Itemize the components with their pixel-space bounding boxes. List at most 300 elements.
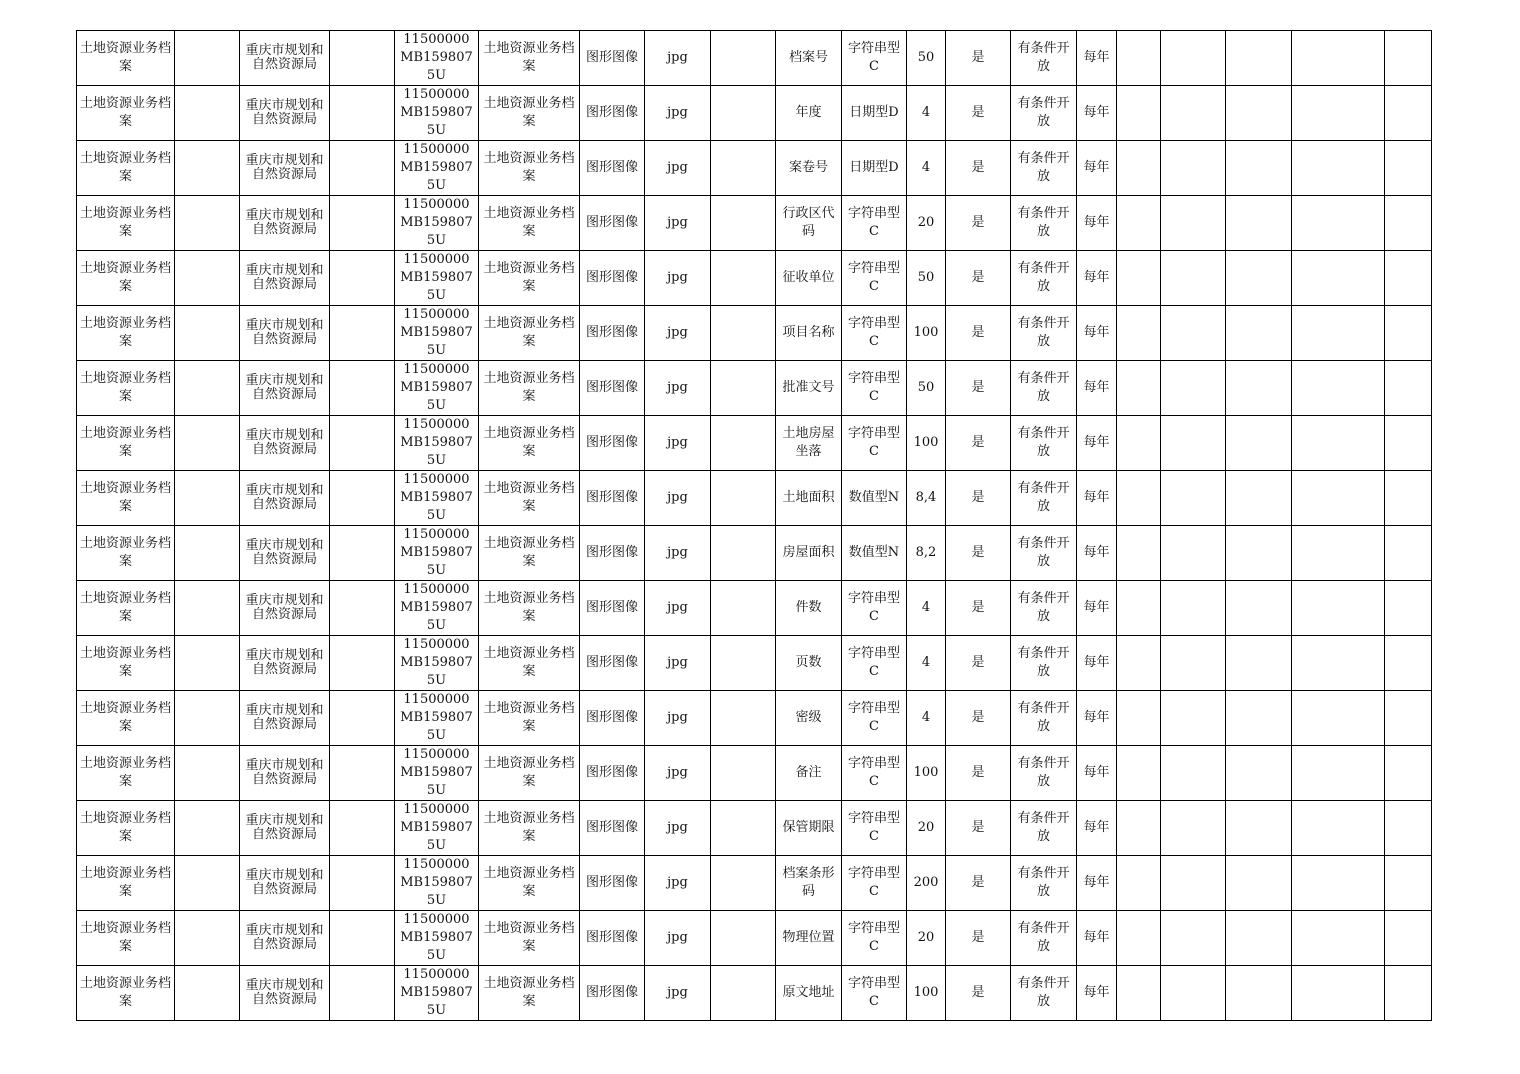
data-type-cell: 数值型N	[842, 526, 907, 581]
share-condition-cell: 有条件开放	[1011, 526, 1077, 581]
table-row	[77, 196, 1432, 251]
department-cell: 重庆市规划和自然资源局	[240, 86, 330, 141]
media-type-cell: 图形图像	[580, 856, 645, 911]
empty-cell	[330, 471, 395, 526]
field-name-cell: 年度	[776, 86, 842, 141]
empty-cell	[175, 746, 240, 801]
code-cell: 11500000MB1598075U	[395, 141, 479, 196]
length-cell: 100	[907, 416, 946, 471]
length-cell: 8,4	[907, 471, 946, 526]
empty-cell	[330, 306, 395, 361]
category-cell: 土地资源业务档案	[77, 581, 175, 636]
empty-cell	[1385, 636, 1432, 691]
resource-name-cell: 土地资源业务档案	[479, 141, 580, 196]
empty-cell	[1117, 86, 1161, 141]
empty-cell	[330, 141, 395, 196]
code-cell: 11500000MB1598075U	[395, 856, 479, 911]
category-cell: 土地资源业务档案	[77, 141, 175, 196]
required-cell: 是	[946, 911, 1011, 966]
resource-name-cell: 土地资源业务档案	[479, 471, 580, 526]
category-cell: 土地资源业务档案	[77, 856, 175, 911]
empty-cell	[1161, 31, 1226, 86]
code-cell: 11500000MB1598075U	[395, 526, 479, 581]
empty-cell	[175, 691, 240, 746]
format-cell: jpg	[645, 966, 711, 1021]
empty-cell	[330, 86, 395, 141]
department-cell: 重庆市规划和自然资源局	[240, 526, 330, 581]
empty-cell	[1385, 911, 1432, 966]
empty-cell	[1117, 361, 1161, 416]
empty-cell	[1292, 31, 1385, 86]
department-cell: 重庆市规划和自然资源局	[240, 966, 330, 1021]
empty-cell	[1226, 361, 1292, 416]
empty-cell	[1292, 251, 1385, 306]
data-type-cell: 字符串型C	[842, 581, 907, 636]
required-cell: 是	[946, 691, 1011, 746]
empty-cell	[330, 31, 395, 86]
empty-cell	[1226, 471, 1292, 526]
resource-name-cell: 土地资源业务档案	[479, 251, 580, 306]
required-cell: 是	[946, 526, 1011, 581]
empty-cell	[1117, 856, 1161, 911]
table-row	[77, 856, 1432, 911]
category-cell: 土地资源业务档案	[77, 691, 175, 746]
empty-cell	[1117, 196, 1161, 251]
resource-name-cell: 土地资源业务档案	[479, 306, 580, 361]
required-cell: 是	[946, 636, 1011, 691]
update-frequency-cell: 每年	[1077, 416, 1117, 471]
media-type-cell: 图形图像	[580, 966, 645, 1021]
resource-name-cell: 土地资源业务档案	[479, 526, 580, 581]
empty-cell	[1292, 856, 1385, 911]
empty-cell	[1117, 471, 1161, 526]
share-condition-cell: 有条件开放	[1011, 801, 1077, 856]
empty-cell	[330, 966, 395, 1021]
data-type-cell: 字符串型C	[842, 636, 907, 691]
media-type-cell: 图形图像	[580, 141, 645, 196]
empty-cell	[1117, 801, 1161, 856]
category-cell: 土地资源业务档案	[77, 416, 175, 471]
resource-name-cell: 土地资源业务档案	[479, 636, 580, 691]
empty-cell	[1226, 856, 1292, 911]
format-cell: jpg	[645, 86, 711, 141]
field-name-cell: 批准文号	[776, 361, 842, 416]
resource-name-cell: 土地资源业务档案	[479, 801, 580, 856]
empty-cell	[330, 856, 395, 911]
empty-cell	[1161, 141, 1226, 196]
data-type-cell: 字符串型C	[842, 911, 907, 966]
department-cell: 重庆市规划和自然资源局	[240, 636, 330, 691]
empty-cell	[711, 691, 776, 746]
table-row	[77, 306, 1432, 361]
empty-cell	[1385, 746, 1432, 801]
category-cell: 土地资源业务档案	[77, 86, 175, 141]
code-cell: 11500000MB1598075U	[395, 691, 479, 746]
empty-cell	[1117, 141, 1161, 196]
table-row	[77, 746, 1432, 801]
length-cell: 50	[907, 361, 946, 416]
empty-cell	[711, 526, 776, 581]
media-type-cell: 图形图像	[580, 911, 645, 966]
field-name-cell: 土地房屋坐落	[776, 416, 842, 471]
empty-cell	[1226, 141, 1292, 196]
empty-cell	[711, 966, 776, 1021]
share-condition-cell: 有条件开放	[1011, 251, 1077, 306]
department-cell: 重庆市规划和自然资源局	[240, 416, 330, 471]
update-frequency-cell: 每年	[1077, 361, 1117, 416]
required-cell: 是	[946, 361, 1011, 416]
empty-cell	[330, 801, 395, 856]
resource-name-cell: 土地资源业务档案	[479, 31, 580, 86]
empty-cell	[711, 31, 776, 86]
empty-cell	[330, 416, 395, 471]
empty-cell	[1385, 141, 1432, 196]
format-cell: jpg	[645, 911, 711, 966]
required-cell: 是	[946, 141, 1011, 196]
empty-cell	[175, 911, 240, 966]
length-cell: 100	[907, 746, 946, 801]
code-cell: 11500000MB1598075U	[395, 746, 479, 801]
table-row	[77, 911, 1432, 966]
category-cell: 土地资源业务档案	[77, 306, 175, 361]
media-type-cell: 图形图像	[580, 471, 645, 526]
data-type-cell: 字符串型C	[842, 306, 907, 361]
department-cell: 重庆市规划和自然资源局	[240, 746, 330, 801]
empty-cell	[1385, 31, 1432, 86]
empty-cell	[1117, 416, 1161, 471]
table-row	[77, 966, 1432, 1021]
length-cell: 4	[907, 636, 946, 691]
empty-cell	[1385, 526, 1432, 581]
field-name-cell: 档案号	[776, 31, 842, 86]
department-cell: 重庆市规划和自然资源局	[240, 251, 330, 306]
format-cell: jpg	[645, 636, 711, 691]
empty-cell	[175, 86, 240, 141]
empty-cell	[175, 31, 240, 86]
empty-cell	[711, 416, 776, 471]
length-cell: 20	[907, 911, 946, 966]
department-cell: 重庆市规划和自然资源局	[240, 141, 330, 196]
empty-cell	[711, 141, 776, 196]
empty-cell	[175, 251, 240, 306]
length-cell: 4	[907, 86, 946, 141]
empty-cell	[1385, 966, 1432, 1021]
empty-cell	[1117, 636, 1161, 691]
empty-cell	[1385, 306, 1432, 361]
empty-cell	[330, 526, 395, 581]
empty-cell	[711, 801, 776, 856]
empty-cell	[1161, 306, 1226, 361]
table-row	[77, 471, 1432, 526]
resource-name-cell: 土地资源业务档案	[479, 361, 580, 416]
format-cell: jpg	[645, 856, 711, 911]
format-cell: jpg	[645, 361, 711, 416]
resource-name-cell: 土地资源业务档案	[479, 966, 580, 1021]
empty-cell	[1226, 746, 1292, 801]
format-cell: jpg	[645, 141, 711, 196]
field-name-cell: 档案条形码	[776, 856, 842, 911]
data-type-cell: 字符串型C	[842, 196, 907, 251]
empty-cell	[1292, 911, 1385, 966]
code-cell: 11500000MB1598075U	[395, 416, 479, 471]
empty-cell	[1226, 86, 1292, 141]
empty-cell	[330, 691, 395, 746]
share-condition-cell: 有条件开放	[1011, 361, 1077, 416]
empty-cell	[1161, 636, 1226, 691]
empty-cell	[1292, 471, 1385, 526]
empty-cell	[1292, 966, 1385, 1021]
empty-cell	[1385, 86, 1432, 141]
code-cell: 11500000MB1598075U	[395, 801, 479, 856]
empty-cell	[1161, 966, 1226, 1021]
empty-cell	[1292, 746, 1385, 801]
empty-cell	[175, 196, 240, 251]
media-type-cell: 图形图像	[580, 581, 645, 636]
update-frequency-cell: 每年	[1077, 966, 1117, 1021]
share-condition-cell: 有条件开放	[1011, 746, 1077, 801]
empty-cell	[175, 856, 240, 911]
empty-cell	[1117, 911, 1161, 966]
empty-cell	[175, 801, 240, 856]
category-cell: 土地资源业务档案	[77, 31, 175, 86]
category-cell: 土地资源业务档案	[77, 471, 175, 526]
empty-cell	[1385, 416, 1432, 471]
required-cell: 是	[946, 966, 1011, 1021]
category-cell: 土地资源业务档案	[77, 196, 175, 251]
empty-cell	[1161, 691, 1226, 746]
empty-cell	[711, 471, 776, 526]
empty-cell	[1292, 526, 1385, 581]
empty-cell	[711, 306, 776, 361]
data-type-cell: 字符串型C	[842, 31, 907, 86]
empty-cell	[1292, 196, 1385, 251]
field-name-cell: 密级	[776, 691, 842, 746]
field-name-cell: 原文地址	[776, 966, 842, 1021]
update-frequency-cell: 每年	[1077, 801, 1117, 856]
update-frequency-cell: 每年	[1077, 526, 1117, 581]
department-cell: 重庆市规划和自然资源局	[240, 196, 330, 251]
required-cell: 是	[946, 251, 1011, 306]
empty-cell	[1161, 911, 1226, 966]
update-frequency-cell: 每年	[1077, 581, 1117, 636]
media-type-cell: 图形图像	[580, 526, 645, 581]
empty-cell	[1226, 416, 1292, 471]
empty-cell	[330, 361, 395, 416]
media-type-cell: 图形图像	[580, 31, 645, 86]
required-cell: 是	[946, 86, 1011, 141]
category-cell: 土地资源业务档案	[77, 966, 175, 1021]
empty-cell	[1161, 801, 1226, 856]
share-condition-cell: 有条件开放	[1011, 691, 1077, 746]
length-cell: 8,2	[907, 526, 946, 581]
empty-cell	[1226, 636, 1292, 691]
empty-cell	[330, 636, 395, 691]
empty-cell	[330, 196, 395, 251]
empty-cell	[1292, 306, 1385, 361]
empty-cell	[1117, 251, 1161, 306]
format-cell: jpg	[645, 306, 711, 361]
table-row	[77, 526, 1432, 581]
share-condition-cell: 有条件开放	[1011, 471, 1077, 526]
resource-name-cell: 土地资源业务档案	[479, 581, 580, 636]
data-type-cell: 字符串型C	[842, 746, 907, 801]
category-cell: 土地资源业务档案	[77, 746, 175, 801]
empty-cell	[1117, 746, 1161, 801]
data-type-cell: 字符串型C	[842, 856, 907, 911]
category-cell: 土地资源业务档案	[77, 636, 175, 691]
empty-cell	[1292, 86, 1385, 141]
category-cell: 土地资源业务档案	[77, 251, 175, 306]
empty-cell	[711, 251, 776, 306]
length-cell: 20	[907, 801, 946, 856]
resource-name-cell: 土地资源业务档案	[479, 86, 580, 141]
empty-cell	[1226, 31, 1292, 86]
table-row	[77, 416, 1432, 471]
department-cell: 重庆市规划和自然资源局	[240, 801, 330, 856]
resource-name-cell: 土地资源业务档案	[479, 196, 580, 251]
category-cell: 土地资源业务档案	[77, 361, 175, 416]
update-frequency-cell: 每年	[1077, 31, 1117, 86]
empty-cell	[1226, 911, 1292, 966]
department-cell: 重庆市规划和自然资源局	[240, 581, 330, 636]
empty-cell	[175, 416, 240, 471]
empty-cell	[1292, 636, 1385, 691]
required-cell: 是	[946, 471, 1011, 526]
resource-name-cell: 土地资源业务档案	[479, 416, 580, 471]
length-cell: 50	[907, 31, 946, 86]
code-cell: 11500000MB1598075U	[395, 636, 479, 691]
resource-name-cell: 土地资源业务档案	[479, 746, 580, 801]
update-frequency-cell: 每年	[1077, 196, 1117, 251]
department-cell: 重庆市规划和自然资源局	[240, 471, 330, 526]
length-cell: 4	[907, 141, 946, 196]
share-condition-cell: 有条件开放	[1011, 141, 1077, 196]
empty-cell	[1385, 251, 1432, 306]
field-name-cell: 物理位置	[776, 911, 842, 966]
required-cell: 是	[946, 801, 1011, 856]
empty-cell	[1385, 581, 1432, 636]
empty-cell	[330, 746, 395, 801]
empty-cell	[175, 141, 240, 196]
share-condition-cell: 有条件开放	[1011, 306, 1077, 361]
field-name-cell: 案卷号	[776, 141, 842, 196]
empty-cell	[1226, 526, 1292, 581]
empty-cell	[1385, 691, 1432, 746]
share-condition-cell: 有条件开放	[1011, 856, 1077, 911]
media-type-cell: 图形图像	[580, 416, 645, 471]
field-name-cell: 件数	[776, 581, 842, 636]
empty-cell	[1226, 196, 1292, 251]
empty-cell	[175, 581, 240, 636]
update-frequency-cell: 每年	[1077, 471, 1117, 526]
field-name-cell: 保管期限	[776, 801, 842, 856]
empty-cell	[711, 581, 776, 636]
field-name-cell: 备注	[776, 746, 842, 801]
empty-cell	[1226, 306, 1292, 361]
update-frequency-cell: 每年	[1077, 746, 1117, 801]
data-type-cell: 字符串型C	[842, 251, 907, 306]
length-cell: 4	[907, 581, 946, 636]
field-name-cell: 征收单位	[776, 251, 842, 306]
data-type-cell: 日期型D	[842, 141, 907, 196]
code-cell: 11500000MB1598075U	[395, 361, 479, 416]
share-condition-cell: 有条件开放	[1011, 911, 1077, 966]
code-cell: 11500000MB1598075U	[395, 471, 479, 526]
media-type-cell: 图形图像	[580, 86, 645, 141]
department-cell: 重庆市规划和自然资源局	[240, 856, 330, 911]
data-type-cell: 字符串型C	[842, 691, 907, 746]
update-frequency-cell: 每年	[1077, 691, 1117, 746]
table-row	[77, 361, 1432, 416]
empty-cell	[1117, 31, 1161, 86]
data-type-cell: 字符串型C	[842, 416, 907, 471]
empty-cell	[1117, 966, 1161, 1021]
empty-cell	[711, 196, 776, 251]
share-condition-cell: 有条件开放	[1011, 86, 1077, 141]
format-cell: jpg	[645, 471, 711, 526]
update-frequency-cell: 每年	[1077, 86, 1117, 141]
table-row	[77, 636, 1432, 691]
share-condition-cell: 有条件开放	[1011, 636, 1077, 691]
data-type-cell: 字符串型C	[842, 966, 907, 1021]
table-row	[77, 251, 1432, 306]
empty-cell	[1292, 691, 1385, 746]
empty-cell	[1161, 86, 1226, 141]
format-cell: jpg	[645, 581, 711, 636]
update-frequency-cell: 每年	[1077, 636, 1117, 691]
empty-cell	[1292, 416, 1385, 471]
table-row	[77, 691, 1432, 746]
format-cell: jpg	[645, 746, 711, 801]
empty-cell	[1117, 691, 1161, 746]
empty-cell	[1117, 306, 1161, 361]
data-type-cell: 日期型D	[842, 86, 907, 141]
code-cell: 11500000MB1598075U	[395, 251, 479, 306]
share-condition-cell: 有条件开放	[1011, 966, 1077, 1021]
format-cell: jpg	[645, 196, 711, 251]
media-type-cell: 图形图像	[580, 691, 645, 746]
empty-cell	[711, 911, 776, 966]
empty-cell	[1292, 581, 1385, 636]
empty-cell	[175, 636, 240, 691]
length-cell: 4	[907, 691, 946, 746]
department-cell: 重庆市规划和自然资源局	[240, 691, 330, 746]
empty-cell	[1385, 801, 1432, 856]
field-name-cell: 项目名称	[776, 306, 842, 361]
empty-cell	[330, 911, 395, 966]
field-name-cell: 土地面积	[776, 471, 842, 526]
empty-cell	[1292, 141, 1385, 196]
required-cell: 是	[946, 306, 1011, 361]
data-type-cell: 字符串型C	[842, 801, 907, 856]
code-cell: 11500000MB1598075U	[395, 31, 479, 86]
empty-cell	[711, 636, 776, 691]
update-frequency-cell: 每年	[1077, 251, 1117, 306]
table-row	[77, 31, 1432, 86]
field-name-cell: 页数	[776, 636, 842, 691]
empty-cell	[1161, 856, 1226, 911]
media-type-cell: 图形图像	[580, 306, 645, 361]
empty-cell	[1385, 856, 1432, 911]
field-name-cell: 行政区代码	[776, 196, 842, 251]
empty-cell	[1385, 361, 1432, 416]
empty-cell	[1117, 526, 1161, 581]
empty-cell	[1161, 746, 1226, 801]
media-type-cell: 图形图像	[580, 196, 645, 251]
media-type-cell: 图形图像	[580, 801, 645, 856]
table-row	[77, 581, 1432, 636]
media-type-cell: 图形图像	[580, 361, 645, 416]
